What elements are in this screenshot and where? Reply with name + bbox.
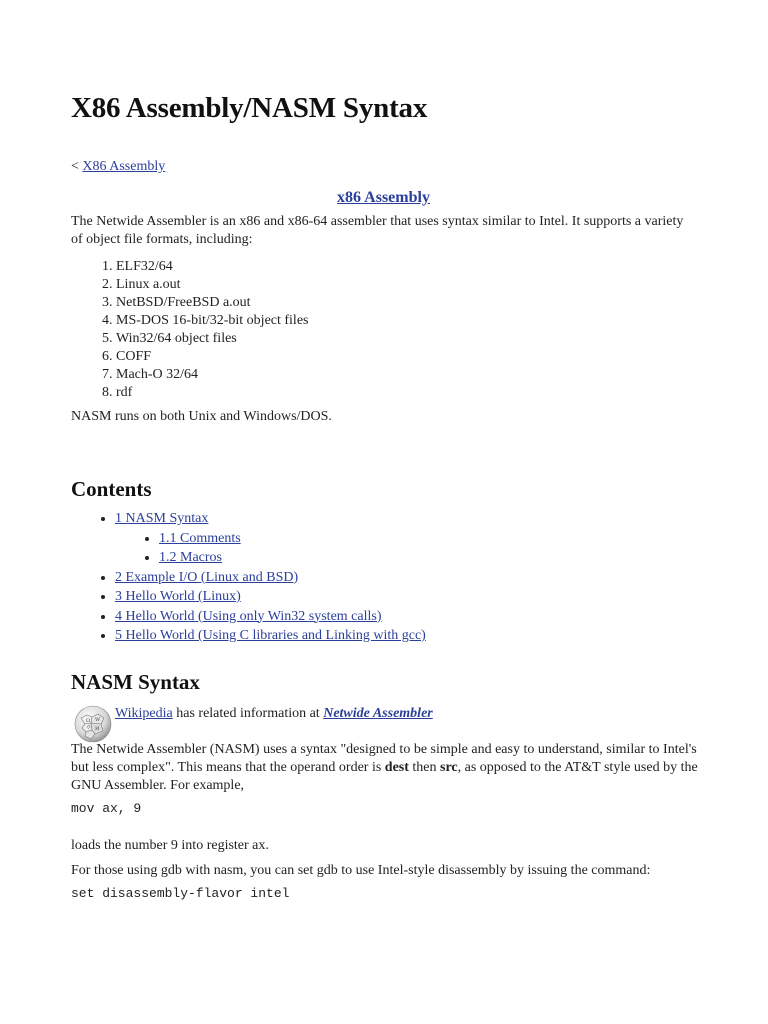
contents-heading: Contents	[71, 477, 152, 501]
toc-link-hello-world-win32[interactable]: 4 Hello World (Using only Win32 system calls)	[115, 608, 382, 624]
table-of-contents	[71, 509, 426, 646]
nasm-para-src: src	[440, 760, 458, 775]
nasm-para-text-end: , as opposed to the AT&T style used by the GNU Assembler. For example,	[71, 760, 698, 793]
toc-item	[159, 529, 426, 549]
format-item: 6. COFF	[116, 348, 309, 366]
toc-item	[115, 509, 426, 568]
toc-link-nasm-syntax[interactable]: 1 NASM Syntax	[115, 511, 209, 526]
toc-item	[115, 568, 426, 588]
wikipedia-notice-middle: has related information at	[172, 706, 324, 721]
wikipedia-notice	[71, 703, 696, 743]
nasm-para-then: then	[408, 760, 441, 775]
toc-link-comments[interactable]: 1.1 Comments	[159, 530, 241, 546]
breadcrumb-prefix: <	[71, 159, 83, 174]
format-item: 4. MS-DOS 16-bit/32-bit object files	[116, 312, 309, 330]
nasm-para-text: The Netwide Assembler (NASM) uses a syntax "designed to be simple and easy to understand, similar to Intel's but less complex". This means that the operand order is	[71, 742, 697, 775]
format-item: 5. Win32/64 object files	[116, 330, 309, 348]
format-item: 2. Linux a.out	[116, 276, 309, 294]
nasm-syntax-paragraph	[71, 741, 706, 795]
intro-paragraph: The Netwide Assembler is an x86 and x86-64 assembler that uses syntax similar to Intel. It supports a variety of object file formats, including:	[71, 214, 684, 247]
runs-on-paragraph: NASM runs on both Unix and Windows/DOS.	[71, 409, 332, 424]
wikipedia-article-link[interactable]: Netwide Assembler	[323, 706, 433, 721]
toc-sublist	[115, 529, 426, 568]
breadcrumb	[71, 158, 165, 176]
wikipedia-globe-icon	[73, 704, 113, 744]
toc-link-example-io[interactable]: 2 Example I/O (Linux and BSD)	[115, 569, 299, 585]
toc-link-hello-world-gcc[interactable]: 5 Hello World (Using C libraries and Linking with gcc)	[115, 628, 426, 643]
back-link[interactable]: X86 Assembly	[82, 159, 166, 174]
book-title-link-container	[71, 189, 696, 207]
book-title-link[interactable]: x86 Assembly	[337, 189, 430, 206]
nasm-syntax-heading: NASM Syntax	[71, 670, 200, 694]
toc-item	[159, 548, 426, 568]
wikipedia-link[interactable]: Wikipedia	[115, 706, 173, 721]
code-example-mov: mov ax, 9	[71, 801, 142, 816]
svg-text:Ω: Ω	[86, 718, 91, 724]
formats-list	[71, 258, 309, 402]
nasm-para-dest: dest	[384, 760, 409, 775]
gdb-paragraph: For those using gdb with nasm, you can set gdb to use Intel-style disassembly by issuing the command:	[71, 863, 651, 878]
toc-item	[115, 607, 426, 627]
svg-text:И: И	[95, 726, 100, 732]
format-item: 1. ELF32/64	[116, 258, 309, 276]
toc-link-macros[interactable]: 1.2 Macros	[159, 550, 222, 565]
page-title: X86 Assembly/NASM Syntax	[71, 92, 428, 124]
toc-link-hello-world-linux[interactable]: 3 Hello World (Linux)	[115, 589, 241, 604]
svg-text:ウ: ウ	[86, 725, 92, 731]
format-item: 3. NetBSD/FreeBSD a.out	[116, 294, 309, 312]
code-example-gdb: set disassembly-flavor intel	[71, 886, 290, 901]
format-item: 7. Mach-O 32/64	[116, 366, 309, 384]
wikipedia-notice-text	[115, 705, 433, 723]
toc-item	[115, 587, 426, 607]
toc-item	[115, 626, 426, 646]
format-item: 8. rdf	[116, 384, 309, 402]
svg-text:W: W	[95, 717, 101, 723]
loads-paragraph: loads the number 9 into register ax.	[71, 838, 269, 853]
